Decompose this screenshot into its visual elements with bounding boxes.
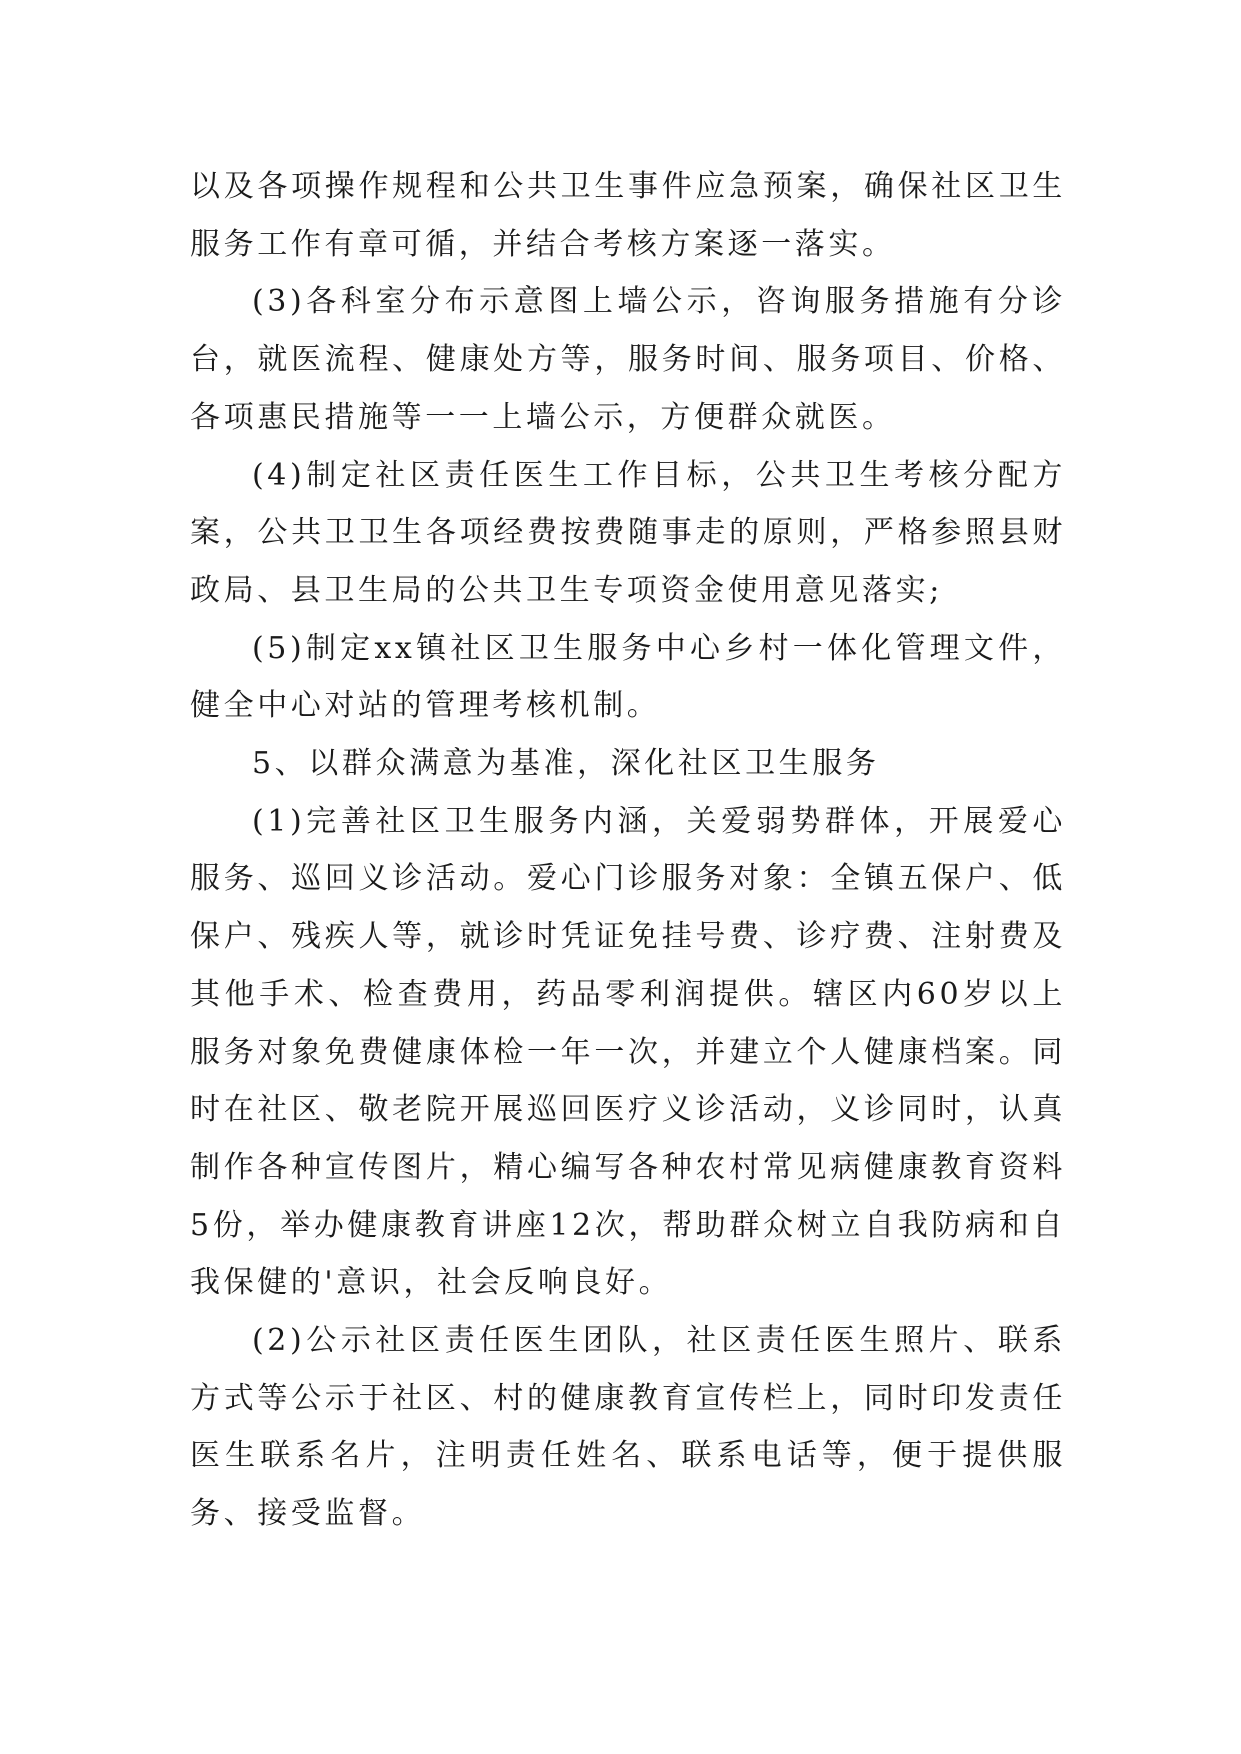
section-heading: 5、以群众满意为基准，深化社区卫生服务 — [252, 746, 880, 782]
paragraph-4: (5)制定xx镇社区卫生服务中心乡村一体化管理文件，健全中心对站的管理考核机制。 — [190, 630, 1066, 724]
paragraph-1: 以及各项操作规程和公共卫生事件应急预案，确保社区卫生服务工作有章可循，并结合考核方案逐一落实。 — [190, 169, 1066, 262]
document-body — [190, 158, 1066, 1543]
paragraph-2: (3)各科室分布示意图上墙公示，咨询服务措施有分诊台，就医流程、健康处方等，服务时间、服务项目、价格、各项惠民措施等一一上墙公示，方便群众就医。 — [190, 284, 1066, 435]
paragraph-6: (1)完善社区卫生服务内涵，关爱弱势群体，开展爱心服务、巡回义诊活动。爱心门诊服务对象：全镇五保户、低保户、残疾人等，就诊时凭证免挂号费、诊疗费、注射费及其他手术、检查费用，药品零利润提供。辖区内60岁以上服务对象免费健康体检一年一次，并建立个人健康档案。同时在社区、敬老院开展巡回医疗义诊活动，义诊同时，认真制作各种宣传图片，精心编写各种农村常见病健康教育资料5份，举办健康教育讲座12次，帮助群众树立自我防病和自我保健的'意识，社会反响良好。 — [190, 803, 1066, 1301]
paragraph-3: (4)制定社区责任医生工作目标，公共卫生考核分配方案，公共卫卫生各项经费按费随事走的原则，严格参照县财政局、县卫生局的公共卫生专项资金使用意见落实; — [190, 457, 1066, 608]
paragraph-7: (2)公示社区责任医生团队，社区责任医生照片、联系方式等公示于社区、村的健康教育宣传栏上，同时印发责任医生联系名片，注明责任姓名、联系电话等，便于提供服务、接受监督。 — [190, 1323, 1066, 1532]
